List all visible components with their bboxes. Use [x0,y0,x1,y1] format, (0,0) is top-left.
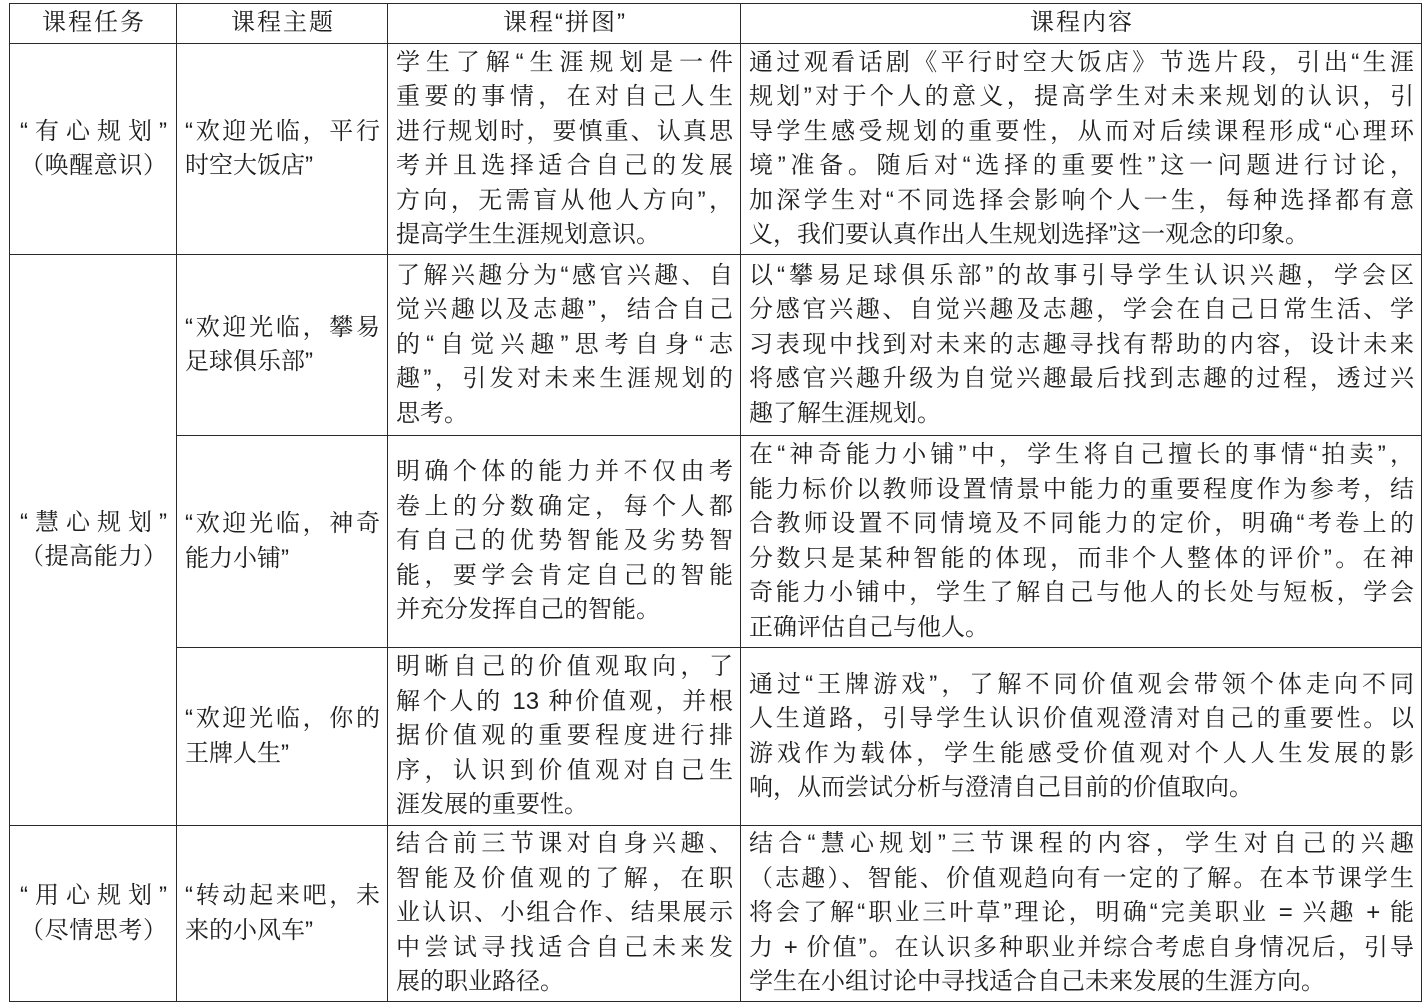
puzzle-text-line: 趣”，引发对未来生涯规划的 [396,365,733,393]
puzzle-text-line: 明晰自己的价值观取向，了 [396,653,733,681]
task-label-2 [20,506,167,575]
content-text-line: 奇能力小铺中，学生了解自己与他人的长处与短板，学会 [749,579,1414,606]
theme-cell-2 [177,255,388,436]
header-task [10,4,177,44]
puzzle-text-line: 解个人的 13 种价值观，并根 [396,687,733,715]
puzzle-text-line: 卷上的分数确定，每个人都 [396,492,733,520]
theme-text-line: “转动起来吧，未 [185,882,380,909]
puzzle-text-line: 重要的事情，在对自己人生 [396,83,733,110]
task-label-3 [20,879,167,948]
content-cell-1 [741,44,1422,255]
content-text-line: 以“攀易足球俱乐部”的故事引导学生认识兴趣，学会区 [749,261,1414,289]
header-puzzle-label: 课程“拼图” [503,9,627,37]
puzzle-text-line: 并充分发挥自己的智能。 [396,596,660,624]
puzzle-cell-2 [388,255,741,436]
puzzle-text-line: 业认识、小组合作、结果展示 [396,899,733,927]
theme-text-line: 能力小铺” [185,544,289,572]
task-cell-2 [10,255,177,826]
content-text-line: 分感官兴趣、自觉兴趣及志趣，学会在自己日常生活、学 [749,296,1414,324]
theme-text-line: 来的小风车” [185,916,313,944]
content-text-line: 分数只是某种智能的体现，而非个人整体的评价”。在神 [749,544,1414,572]
content-text-5 [749,827,1414,1000]
content-text-line: 境”准备。随后对“选择的重要性”这一问题进行讨论， [749,152,1414,179]
content-text-line: 规划”对于个人的意义，提高学生对未来规划的认识，引 [749,83,1414,110]
puzzle-text-line: 涯发展的重要性。 [396,791,588,819]
puzzle-text-line: 展的职业路径。 [396,968,564,996]
puzzle-text-line: 能，要学会肯定自己的智能 [396,561,733,589]
task-label-1 [20,115,167,184]
content-text-line: 力 + 价值”。在认识多种职业并综合考虑自身情况后，引导 [749,933,1414,961]
content-text-line: 学生在小组讨论中寻找适合自己未来发展的生涯方向。 [749,968,1325,996]
puzzle-text-line: 学生了解“生涯规划是一件 [396,48,733,76]
theme-text-line: “欢迎光临，平行 [185,117,380,145]
content-text-1 [749,46,1414,253]
header-content [741,4,1422,44]
content-text-4 [749,668,1414,806]
content-text-line: 通过“王牌游戏”，了解不同价值观会带领个体走向不同 [749,670,1414,698]
theme-text-2 [185,311,380,380]
puzzle-text-line: 明确个体的能力并不仅由考 [396,458,733,486]
header-task-label: 课程任务 [42,9,146,37]
content-text-line: 合教师设置不同情境及不同能力的定价，明确“考卷上的 [749,510,1414,537]
theme-text-5 [185,879,380,948]
puzzle-text-line: 的“自觉兴趣”思考自身“志 [396,330,733,358]
course-table [9,3,1422,1002]
content-text-line: 将会了解“职业三叶草”理论，明确“完美职业 = 兴趣 + 能 [749,899,1414,927]
header-puzzle [388,4,741,44]
header-theme-label: 课程主题 [231,9,335,37]
content-text-line: 能力标价以教师设置情景中能力的重要程度作为参考，结 [749,475,1414,503]
task-text-line: （提高能力） [20,543,167,570]
puzzle-text-5 [396,827,733,1000]
content-cell-2 [741,255,1422,436]
content-text-line: 加深学生对“不同选择会影响个人一生，每种选择都有意 [749,186,1414,214]
content-text-2 [749,259,1414,432]
theme-text-4 [185,702,380,771]
task-cell-3 [10,826,177,1002]
puzzle-text-4 [396,650,733,823]
puzzle-text-line: 提高学生生涯规划意识。 [396,221,660,248]
puzzle-cell-1 [388,44,741,255]
puzzle-text-line: 有自己的优势智能及劣势智 [396,527,733,555]
puzzle-text-line: 觉兴趣以及志趣”，结合自己 [396,296,733,324]
theme-text-line: “欢迎光临，攀易 [185,313,380,341]
theme-cell-4 [177,648,388,826]
puzzle-text-line: 序，认识到价值观对自己生 [396,756,733,784]
content-text-line: 趣了解生涯规划。 [749,399,941,427]
content-text-line: 响，从而尝试分析与澄清自己目前的价值取向。 [749,774,1253,801]
puzzle-cell-5 [388,826,741,1002]
theme-cell-3 [177,436,388,648]
puzzle-text-1 [396,46,733,253]
header-content-label: 课程内容 [1030,9,1134,37]
task-cell-1 [10,44,177,255]
puzzle-text-line: 进行规划时，要慎重、认真思 [396,117,733,145]
task-text-line: “慧心规划” [20,508,167,536]
content-cell-4 [741,648,1422,826]
header-theme [177,4,388,44]
content-text-line: 在“神奇能力小铺”中，学生将自己擅长的事情“拍卖”， [749,441,1414,468]
content-text-line: 游戏作为载体，学生能感受价值观对个人人生发展的影 [749,739,1414,767]
theme-text-line: 足球俱乐部” [185,348,313,375]
theme-cell-5 [177,826,388,1002]
puzzle-text-line: 智能及价值观的了解，在职 [396,864,733,892]
theme-text-3 [185,507,380,576]
content-text-line: 通过观看话剧《平行时空大饭店》节选片段，引出“生涯 [749,48,1414,76]
content-text-line: 结合“慧心规划”三节课程的内容，学生对自己的兴趣 [749,830,1414,858]
content-text-line: 人生道路，引导学生认识价值观澄清对自己的重要性。以 [749,705,1414,732]
content-text-3 [749,438,1414,645]
task-text-line: “有心规划” [20,117,167,145]
theme-text-line: 时空大饭店” [185,152,313,179]
puzzle-text-line: 了解兴趣分为“感官兴趣、自 [396,261,733,289]
content-text-line: 义，我们要认真作出人生规划选择”这一观念的印象。 [749,221,1309,248]
content-cell-3 [741,436,1422,648]
theme-text-line: “欢迎光临，你的 [185,705,380,732]
content-text-line: 导学生感受规划的重要性，从而对后续课程形成“心理环 [749,117,1414,145]
content-cell-5 [741,826,1422,1002]
puzzle-text-2 [396,259,733,432]
content-text-line: 习表现中找到对未来的志趣寻找有帮助的内容，设计未来 [749,330,1414,358]
theme-cell-1 [177,44,388,255]
puzzle-text-line: 方向，无需盲从他人方向”， [396,186,733,214]
task-text-line: （尽情思考） [20,916,167,944]
puzzle-text-line: 据价值观的重要程度进行排 [396,722,733,750]
task-text-line: （唤醒意识） [20,152,167,179]
task-text-line: “用心规划” [20,882,167,909]
puzzle-text-line: 思考。 [396,399,468,427]
theme-text-line: 王牌人生” [185,739,289,767]
puzzle-cell-3 [388,436,741,648]
content-text-line: 正确评估自己与他人。 [749,613,989,641]
content-text-line: 将感官兴趣升级为自觉兴趣最后找到志趣的过程，透过兴 [749,365,1414,393]
theme-text-line: “欢迎光临，神奇 [185,510,380,537]
puzzle-text-line: 结合前三节课对自身兴趣、 [396,830,733,858]
puzzle-text-line: 考并且选择适合自己的发展 [396,152,733,179]
content-text-line: （志趣）、智能、价值观趋向有一定的了解。在本节课学生 [749,864,1414,892]
puzzle-text-line: 中尝试寻找适合自己未来发 [396,933,733,961]
theme-text-1 [185,115,380,184]
puzzle-cell-4 [388,648,741,826]
puzzle-text-3 [396,455,733,628]
